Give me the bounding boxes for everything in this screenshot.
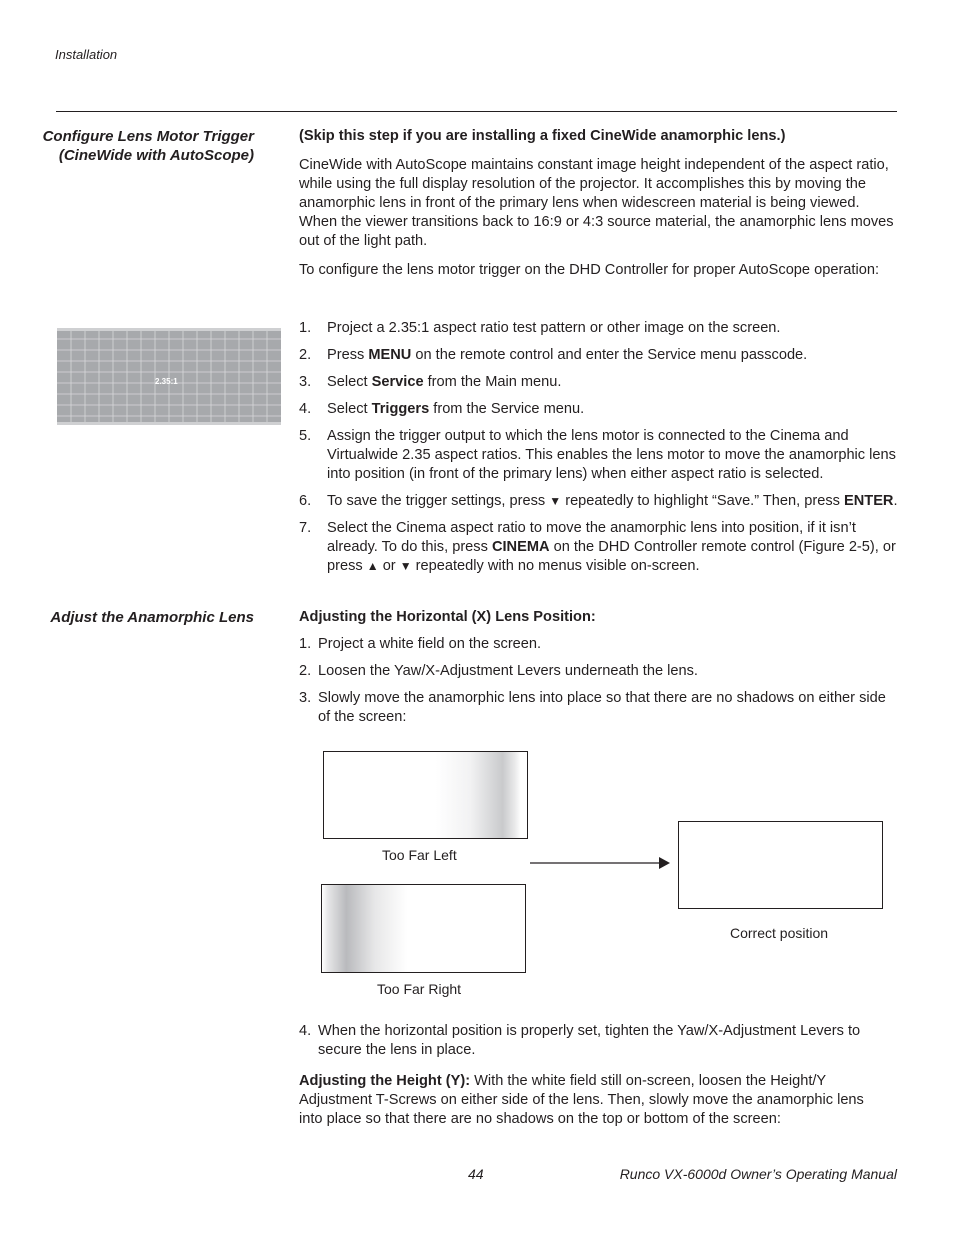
list-item: 2. Press MENU on the remote control and enter the Service menu passcode. (299, 347, 808, 363)
horizontal-steps-list-cont (299, 1022, 899, 1060)
intro-paragraph: CineWide with AutoScope maintains constant image height independent of the aspect ratio, while using the full display resolution of the projector. It accomplishes this by moving the anamorphic lens in front of the primary lens when widescreen material is being viewed. When the viewer transitions back to 16:9 or 4:3 source material, the anamorphic lens moves out of the light path. (299, 157, 894, 249)
list-item: 3. Select Service from the Main menu. (299, 374, 562, 390)
list-item: 6. To save the trigger settings, press ▼ repeatedly to highlight “Save.” Then, press ENTER. (299, 493, 898, 509)
too-far-right-screen (321, 884, 526, 973)
too-far-left-caption: Too Far Left (382, 847, 457, 863)
enter-key-label: ENTER (844, 493, 894, 509)
list-item: 2. Loosen the Yaw/X-Adjustment Levers underneath the lens. (299, 663, 698, 679)
menu-key-label: MENU (368, 347, 412, 363)
up-arrow-icon: ▲ (366, 559, 379, 573)
aspect-ratio-test-pattern (57, 328, 281, 425)
list-item: 1. Project a white field on the screen. (299, 636, 542, 652)
list-item: 5. Assign the trigger output to which the lens motor is connected to the Cinema and Virtualwide 2.35 aspect ratios. This enables the lens motor to move the anamorphic lens into position (in front of the primary lens) when either aspect ratio is selected. (299, 428, 896, 482)
list-item: 1. Project a 2.35:1 aspect ratio test pattern or other image on the screen. (299, 320, 781, 336)
trigger-steps-list (299, 319, 899, 576)
list-item: 4. When the horizontal position is properly set, tighten the Yaw/X-Adjustment Levers to secure the lens in place. (299, 1023, 861, 1058)
section-heading-lens-motor-trigger: Configure Lens Motor Trigger (CineWide with AutoScope) (42, 128, 254, 164)
section-heading-adjust-lens: Adjust the Anamorphic Lens (50, 609, 254, 626)
list-item: 4. Select Triggers from the Service menu. (299, 401, 585, 417)
page-number: 44 (468, 1166, 484, 1182)
too-far-left-screen (323, 751, 528, 839)
configure-paragraph: To configure the lens motor trigger on the DHD Controller for proper AutoScope operation: (299, 262, 880, 278)
list-item: 3. Slowly move the anamorphic lens into place so that there are no shadows on either side of the screen: (299, 690, 886, 725)
correct-position-screen (678, 821, 883, 909)
list-item: 7. Select the Cinema aspect ratio to move the anamorphic lens into position, if it isn’t already. To do this, press CINEMA on the DHD Controller remote control (Figure 2-5), or press ▲ or ▼ repeatedly with no menus visible on-screen. (299, 520, 896, 574)
cinema-key-label: CINEMA (491, 539, 550, 555)
test-pattern-label: 2.35:1 (155, 377, 178, 386)
down-arrow-icon: ▼ (399, 559, 412, 573)
triggers-menu-label: Triggers (371, 401, 430, 417)
manual-title: Runco VX-6000d Owner’s Operating Manual (619, 1166, 897, 1182)
height-label: Adjusting the Height (Y): (299, 1073, 471, 1089)
height-paragraph: Adjusting the Height (Y): With the white field still on-screen, loosen the Height/Y Adjustment T-Screws on either side of the lens. Then, slowly move the anamorphic lens into place so that there are no shadows on the top or bottom of the screen: (299, 1073, 864, 1127)
down-arrow-icon: ▼ (549, 494, 562, 508)
horizontal-steps-list (299, 635, 899, 727)
skip-note: (Skip this step if you are installing a fixed CineWide anamorphic lens.) (299, 128, 786, 144)
service-menu-label: Service (371, 374, 424, 390)
horizontal-subheading: Adjusting the Horizontal (X) Lens Position: (299, 609, 596, 625)
header-rule (56, 111, 897, 112)
too-far-right-caption: Too Far Right (377, 981, 462, 997)
arrow-right-icon (528, 854, 673, 872)
running-header: Installation (55, 47, 118, 62)
correct-position-caption: Correct position (730, 925, 829, 941)
